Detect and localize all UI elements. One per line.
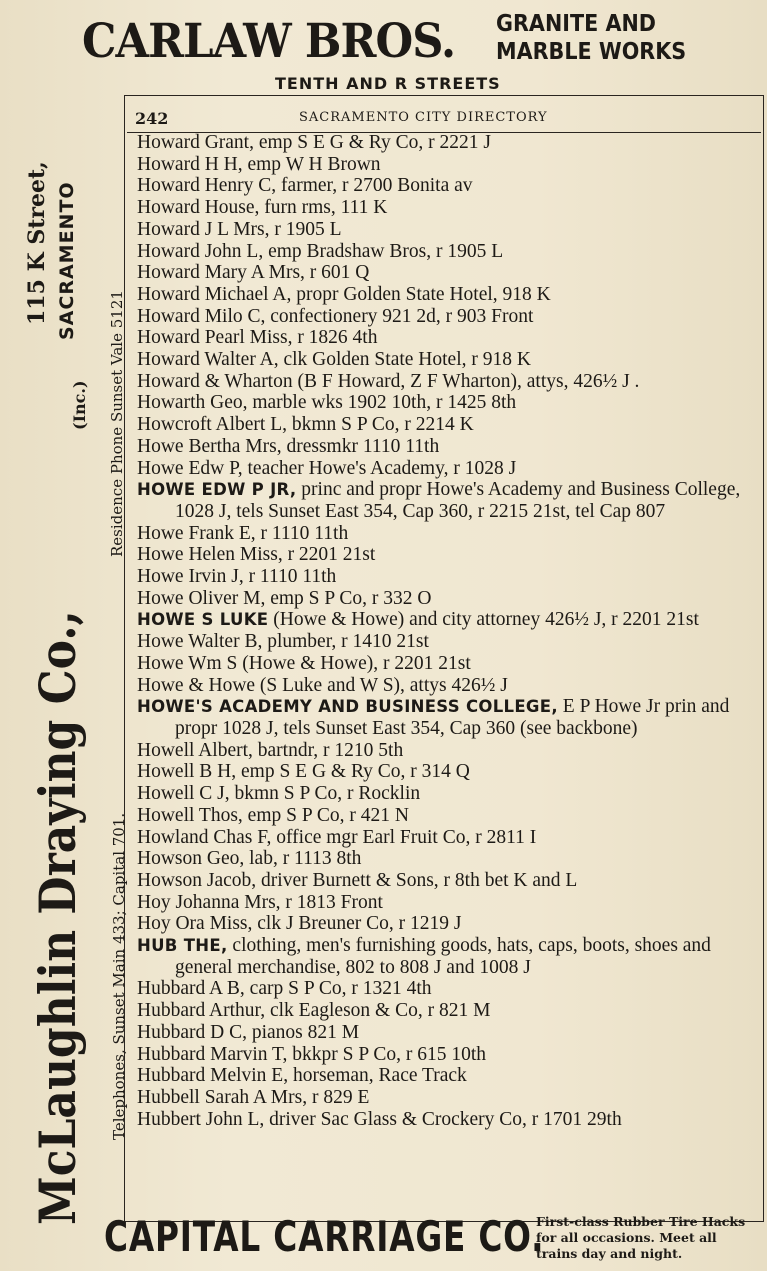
directory-entry	[137, 675, 751, 697]
entry-text: Howard John L, emp Bradshaw Bros, r 1905 L	[137, 240, 504, 262]
entry-text: Howson Jacob, driver Burnett & Sons, r 8th bet K and L	[137, 869, 578, 891]
entry-text: Howard Walter A, clk Golden State Hotel, r 918 K	[137, 349, 531, 371]
directory-entry	[137, 414, 751, 436]
top-ad-works-line1: GRANITE AND	[496, 11, 656, 37]
directory-entry	[137, 262, 751, 284]
entry-bold-name: HUB THE,	[137, 936, 228, 956]
entry-text: Howard Henry C, farmer, r 2700 Bonita av	[137, 175, 473, 197]
directory-entry	[137, 805, 751, 827]
entry-list	[137, 132, 751, 1130]
entry-text: Howard Pearl Miss, r 1826 4th	[137, 327, 378, 349]
entry-text: Howard House, furn rms, 111 K	[137, 197, 388, 219]
directory-entry	[137, 284, 751, 306]
bottom-advertisement	[100, 1212, 760, 1271]
directory-entry	[137, 848, 751, 870]
bottom-ad-company-name: CAPITAL CARRIAGE CO.	[104, 1212, 545, 1261]
directory-entry	[137, 740, 751, 762]
directory-entry	[137, 566, 751, 588]
entry-text: Howe Irvin J, r 1110 11th	[137, 566, 337, 588]
directory-entry	[137, 631, 751, 653]
top-ad-works-line2: MARBLE WORKS	[496, 39, 687, 65]
entry-text: Howell B H, emp S E G & Ry Co, r 314 Q	[137, 761, 470, 783]
entry-text: Howard Mary A Mrs, r 601 Q	[137, 262, 370, 284]
directory-entry	[137, 913, 751, 935]
entry-text: Hoy Johanna Mrs, r 1813 Front	[137, 891, 383, 913]
bottom-ad-tagline-3: trains day and night.	[536, 1246, 683, 1261]
entry-text: Hubbert John L, driver Sac Glass & Crockery Co, r 1701 29th	[137, 1108, 622, 1130]
directory-entry	[137, 1065, 751, 1087]
entry-text: Howson Geo, lab, r 1113 8th	[137, 848, 362, 870]
directory-entry	[137, 870, 751, 892]
bottom-ad-tagline-2: for all occasions. Meet all	[536, 1230, 717, 1245]
entry-text: Howe & Howe (S Luke and W S), attys 426½ J	[137, 674, 508, 696]
top-advertisement	[78, 6, 738, 72]
entry-text: Howard Grant, emp S E G & Ry Co, r 2221 J	[137, 132, 491, 153]
page-number: 242	[135, 109, 169, 128]
left-ad-city: SACRAMENTO	[56, 181, 78, 340]
directory-listing	[124, 95, 764, 1222]
left-advertisement	[0, 95, 128, 1235]
directory-entry	[137, 653, 751, 675]
entry-text: clothing, men's furnishing goods, hats, caps, boots, shoes and general merchandise, 802 to 808 J and 1008 J	[175, 935, 711, 978]
left-ad-street: 115 K Street,	[24, 161, 50, 325]
directory-entry	[137, 1022, 751, 1044]
directory-entry	[137, 609, 751, 631]
directory-entry	[137, 306, 751, 328]
directory-entry	[137, 1087, 751, 1109]
bottom-ad-tagline	[536, 1214, 745, 1262]
entry-text: Howard Milo C, confectionery 921 2d, r 903 Front	[137, 305, 534, 327]
entry-text: E P Howe Jr prin and propr 1028 J, tels Sunset East 354, Cap 360 (see backbone)	[175, 696, 730, 739]
entry-text: Howe Walter B, plumber, r 1410 21st	[137, 631, 429, 653]
left-ad-company: McLaughlin Draying Co.,	[28, 610, 87, 1225]
directory-entry	[137, 761, 751, 783]
directory-entry	[137, 436, 751, 458]
directory-entry	[137, 783, 751, 805]
bottom-ad-tagline-1: First-class Rubber Tire Hacks	[536, 1214, 746, 1229]
entry-text: Hubbell Sarah A Mrs, r 829 E	[137, 1086, 370, 1108]
directory-entry	[137, 175, 751, 197]
top-ad-company-name: CARLAW BROS.	[82, 14, 456, 69]
entry-text: Howarth Geo, marble wks 1902 10th, r 1425 8th	[137, 392, 517, 414]
entry-text: Howe Bertha Mrs, dressmkr 1110 11th	[137, 435, 440, 457]
page-title: SACRAMENTO CITY DIRECTORY	[299, 110, 548, 125]
entry-text: Howcroft Albert L, bkmn S P Co, r 2214 K	[137, 414, 474, 436]
entry-text: Howard J L Mrs, r 1905 L	[137, 218, 342, 240]
entry-text: Howard H H, emp W H Brown	[137, 153, 381, 175]
directory-entry	[137, 154, 751, 176]
entry-text: Howard & Wharton (B F Howard, Z F Wharton), attys, 426½ J .	[137, 370, 640, 392]
directory-entry	[137, 523, 751, 545]
left-ad-inc: (Inc.)	[70, 380, 89, 430]
directory-entry	[137, 827, 751, 849]
entry-text: Howe Helen Miss, r 2201 21st	[137, 544, 376, 566]
directory-entry	[137, 327, 751, 349]
directory-entry	[137, 241, 751, 263]
directory-entry	[137, 479, 751, 522]
entry-text: princ and propr Howe's Academy and Business College, 1028 J, tels Sunset East 354, Cap 360, r 2215 21st, tel Cap 807	[175, 479, 741, 522]
directory-entry	[137, 371, 751, 393]
entry-text: Howell Albert, bartndr, r 1210 5th	[137, 739, 404, 761]
directory-entry	[137, 935, 751, 978]
entry-bold-name: HOWE'S ACADEMY AND BUSINESS COLLEGE,	[137, 697, 558, 717]
directory-header	[127, 102, 761, 133]
directory-entry	[137, 349, 751, 371]
directory-entry	[137, 197, 751, 219]
directory-entry	[137, 696, 751, 739]
directory-entry	[137, 1044, 751, 1066]
left-ad-residence-phone: Residence Phone Sunset Vale 5121	[108, 290, 126, 557]
entry-bold-name: HOWE EDW P JR,	[137, 480, 297, 500]
top-ad-works	[496, 10, 686, 66]
directory-entry	[137, 544, 751, 566]
entry-text: Hubbard Arthur, clk Eagleson & Co, r 821 M	[137, 1000, 491, 1022]
entry-text: Howland Chas F, office mgr Earl Fruit Co, r 2811 I	[137, 826, 537, 848]
top-ad-address: TENTH AND R STREETS	[275, 74, 501, 93]
directory-entry	[137, 132, 751, 154]
entry-text: Howell C J, bkmn S P Co, r Rocklin	[137, 783, 421, 805]
entry-text: Howard Michael A, propr Golden State Hotel, 918 K	[137, 283, 551, 305]
entry-text: (Howe & Howe) and city attorney 426½ J, r 2201 21st	[268, 609, 699, 631]
directory-entry	[137, 588, 751, 610]
directory-entry	[137, 219, 751, 241]
entry-text: Howe Wm S (Howe & Howe), r 2201 21st	[137, 652, 471, 674]
entry-bold-name: HOWE S LUKE	[137, 610, 269, 630]
directory-entry	[137, 892, 751, 914]
directory-entry	[137, 1000, 751, 1022]
left-ad-telephones: Telephones, Sunset Main 433; Capital 701.	[110, 812, 128, 1140]
directory-entry	[137, 1109, 751, 1131]
entry-text: Hubbard A B, carp S P Co, r 1321 4th	[137, 978, 432, 1000]
entry-text: Hoy Ora Miss, clk J Breuner Co, r 1219 J	[137, 913, 462, 935]
entry-text: Howe Frank E, r 1110 11th	[137, 522, 349, 544]
entry-text: Hubbard Melvin E, horseman, Race Track	[137, 1065, 467, 1087]
entry-text: Howell Thos, emp S P Co, r 421 N	[137, 804, 409, 826]
entry-text: Howe Edw P, teacher Howe's Academy, r 1028 J	[137, 457, 517, 479]
entry-text: Howe Oliver M, emp S P Co, r 332 O	[137, 587, 432, 609]
directory-entry	[137, 458, 751, 480]
entry-text: Hubbard D C, pianos 821 M	[137, 1021, 360, 1043]
directory-entry	[137, 392, 751, 414]
entry-text: Hubbard Marvin T, bkkpr S P Co, r 615 10th	[137, 1043, 487, 1065]
directory-entry	[137, 978, 751, 1000]
